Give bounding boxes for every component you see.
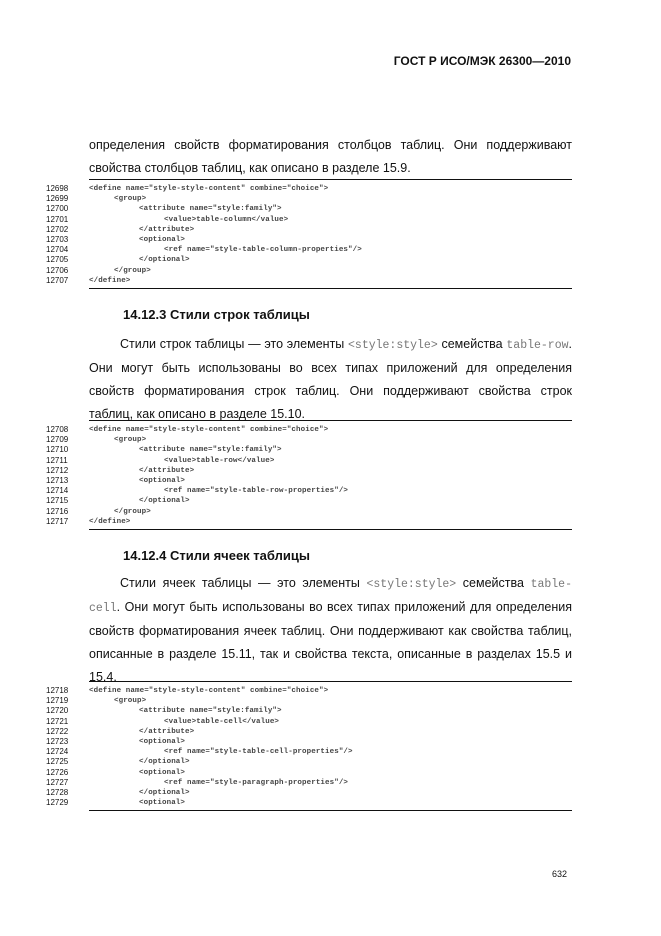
line-number: 12716	[46, 506, 69, 516]
line-number: 12723	[46, 737, 69, 746]
line-number: 12702	[46, 224, 69, 234]
code-text: <ref name="style-table-column-properties"/>	[164, 246, 362, 255]
line-number: 12711	[46, 455, 68, 465]
code-line	[0, 276, 661, 286]
code-text: <define name="style-style-content" combine="choice">	[89, 426, 329, 434]
paragraph-text: . Они могут быть использованы во всех типах приложений для определения свойств форматирования ячеек таблиц. Они поддерживают как свойства таблиц, описанные в разделе 15.11, так и свойства текста, описанные в разделах 15.5 и 15.4.	[89, 600, 572, 684]
line-number: 12700	[46, 204, 69, 214]
code-line	[0, 184, 661, 194]
code-text: </attribute>	[139, 727, 195, 736]
code-line	[0, 778, 661, 788]
section-heading-table-rows: 14.12.3 Стили строк таблицы	[123, 307, 310, 322]
line-number: 12724	[46, 747, 69, 757]
code-text: </attribute>	[139, 225, 195, 234]
code-text: <attribute name="style:family">	[139, 205, 282, 214]
code-line	[0, 486, 661, 496]
line-number: 12708	[46, 425, 69, 434]
line-number: 12713	[46, 476, 69, 485]
line-number: 12718	[46, 686, 69, 695]
code-line	[0, 788, 661, 798]
code-text: <group>	[114, 697, 147, 706]
code-line	[0, 706, 661, 716]
code-text: <ref name="style-paragraph-properties"/>	[164, 778, 349, 787]
line-number: 12703	[46, 235, 69, 244]
line-number: 12726	[46, 767, 69, 777]
line-number: 12721	[46, 716, 69, 726]
code-line	[0, 737, 661, 747]
line-number: 12729	[46, 798, 69, 808]
line-number: 12722	[46, 726, 69, 736]
code-text: </optional>	[139, 497, 190, 506]
code-line	[0, 476, 661, 486]
code-line	[0, 517, 661, 527]
code-bottom-rule	[89, 288, 572, 289]
code-line	[0, 435, 661, 445]
code-line	[0, 194, 661, 204]
line-number: 12720	[46, 706, 69, 716]
line-number: 12699	[46, 194, 69, 204]
code-text: <group>	[114, 195, 147, 204]
code-top-rule	[89, 681, 572, 682]
code-text: <group>	[114, 436, 147, 445]
line-number: 12710	[46, 445, 69, 455]
code-text: <ref name="style-table-row-properties"/>	[164, 487, 349, 496]
code-line	[0, 204, 661, 214]
code-line	[0, 496, 661, 506]
code-text: <value>table-row</value>	[164, 456, 275, 465]
line-number: 12709	[46, 435, 69, 445]
code-line	[0, 255, 661, 265]
inline-code: table-cell	[89, 578, 572, 615]
code-line	[0, 507, 661, 517]
line-number: 12698	[46, 184, 69, 193]
code-text: <define name="style-style-content" combine="choice">	[89, 185, 329, 193]
line-number: 12719	[46, 696, 69, 706]
line-number: 12704	[46, 245, 69, 255]
paragraph-text: Стили строк таблицы — это элементы	[120, 337, 349, 351]
code-text: <optional>	[139, 799, 186, 808]
line-number: 12701	[46, 214, 69, 224]
code-line	[0, 266, 661, 276]
code-line	[0, 225, 661, 235]
section-heading-table-cells: 14.12.4 Стили ячеек таблицы	[123, 548, 310, 563]
table-cells-paragraph	[89, 572, 572, 689]
code-text: </attribute>	[139, 466, 195, 475]
line-number: 12712	[46, 465, 69, 475]
code-line	[0, 768, 661, 778]
code-text: <attribute name="style:family">	[139, 446, 282, 455]
line-number: 12707	[46, 275, 69, 285]
code-bottom-rule	[89, 529, 572, 530]
line-number: 12705	[46, 255, 69, 265]
code-text: </group>	[114, 507, 151, 516]
code-line	[0, 245, 661, 255]
inline-code: <style:style>	[366, 578, 457, 591]
code-line	[0, 757, 661, 767]
code-text: </define>	[89, 276, 131, 285]
code-line	[0, 686, 661, 696]
code-text: <optional>	[139, 768, 186, 777]
intro-paragraph: определения свойств форматирования столбцов таблиц. Они поддерживают свойства столбцов таблиц, как описано в разделе 15.9.	[89, 138, 572, 175]
code-line	[0, 445, 661, 455]
line-number: 12727	[46, 777, 69, 787]
code-text: </define>	[89, 517, 131, 526]
code-line	[0, 798, 661, 808]
line-number: 12706	[46, 265, 69, 275]
code-text: <optional>	[139, 738, 186, 746]
code-text: <attribute name="style:family">	[139, 707, 282, 716]
code-line	[0, 717, 661, 727]
inline-code: <style:style>	[348, 339, 438, 352]
line-number: 12728	[46, 788, 69, 797]
code-line	[0, 235, 661, 245]
code-top-rule	[89, 420, 572, 421]
document-header: ГОСТ Р ИСО/МЭК 26300—2010	[393, 54, 571, 68]
code-text: </optional>	[139, 256, 190, 265]
code-text: <ref name="style-table-cell-properties"/>	[164, 748, 353, 757]
code-line	[0, 696, 661, 706]
code-text: <optional>	[139, 236, 186, 244]
code-line	[0, 456, 661, 466]
code-text: <value>table-cell</value>	[164, 717, 280, 726]
paragraph-text: . Они могут быть использованы во всех типах приложений для определения свойств форматирования строк таблиц. Они поддерживают свойства строк таблиц, как описано в разделе 15.10.	[89, 337, 572, 421]
code-text: </optional>	[139, 789, 190, 797]
code-line	[0, 466, 661, 476]
inline-code: table-row	[506, 339, 569, 352]
code-bottom-rule	[89, 810, 572, 811]
page-number: 632	[552, 869, 568, 879]
line-number: 12717	[46, 516, 69, 526]
code-line	[0, 425, 661, 435]
code-text: </group>	[114, 266, 151, 275]
code-line	[0, 747, 661, 757]
paragraph-text: семейства	[437, 337, 507, 351]
code-text: <optional>	[139, 477, 186, 485]
paragraph-text: семейства	[456, 576, 531, 590]
paragraph-text: Стили ячеек таблицы — это элементы	[120, 576, 367, 590]
table-rows-paragraph	[89, 333, 572, 426]
code-line	[0, 727, 661, 737]
code-text: <define name="style-style-content" combine="choice">	[89, 687, 329, 695]
code-top-rule	[89, 179, 572, 180]
line-number: 12714	[46, 486, 69, 496]
code-line	[0, 215, 661, 225]
code-text: </optional>	[139, 758, 190, 767]
line-number: 12715	[46, 496, 69, 506]
line-number: 12725	[46, 757, 69, 767]
code-text: <value>table-column</value>	[164, 215, 289, 224]
